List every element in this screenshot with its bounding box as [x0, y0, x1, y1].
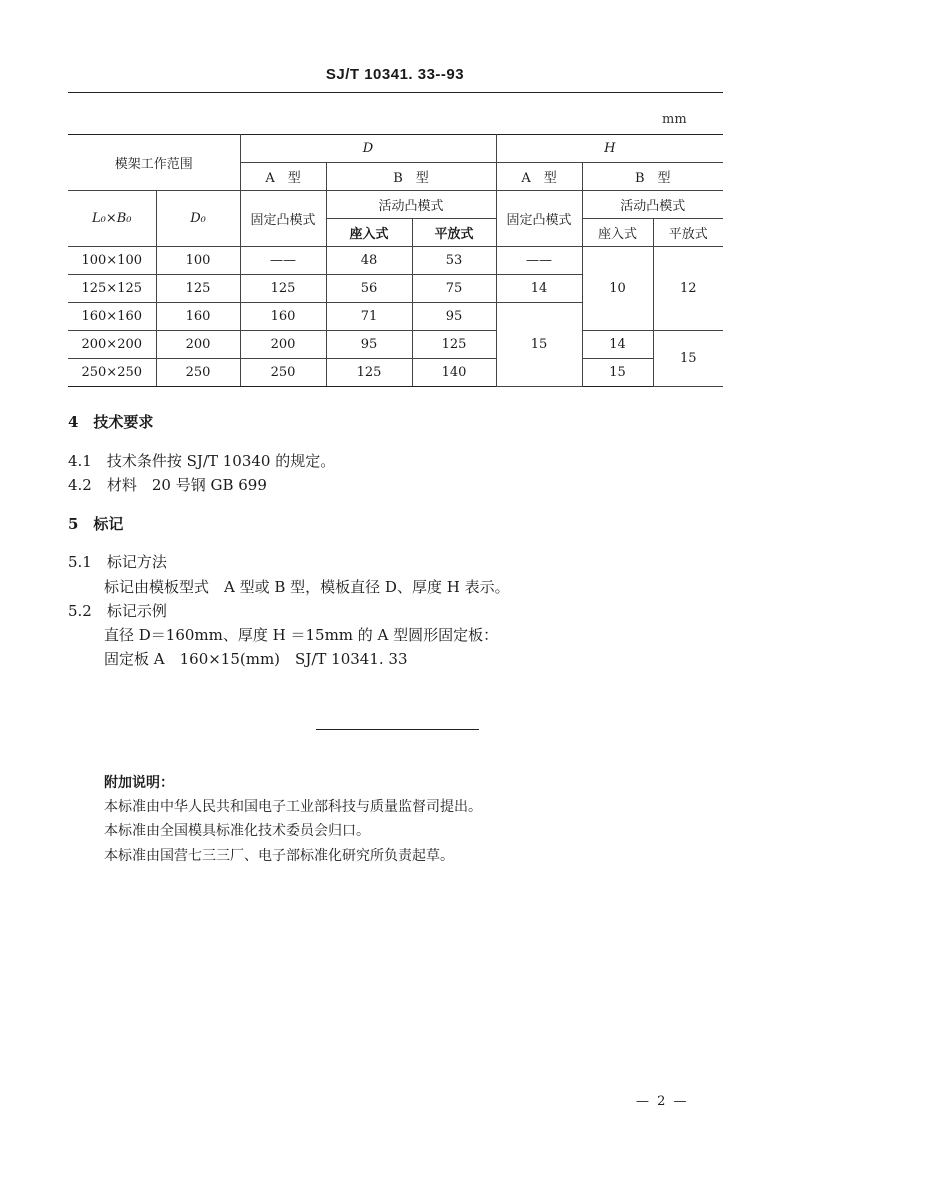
page-number: — 2 —	[636, 1094, 689, 1109]
header-rule	[68, 92, 723, 93]
cell-dBseat: 95	[326, 331, 412, 359]
cell-d0: 160	[156, 303, 240, 331]
cell-dBflat: 53	[412, 247, 496, 275]
cell-dBflat: 75	[412, 275, 496, 303]
section-4-title: 4 技术要求	[68, 413, 154, 431]
section-5-1: 5.1 标记方法	[68, 553, 167, 571]
section-5-2-example: 固定板 A 160×15(mm) SJ/T 10341. 33	[104, 650, 408, 668]
unit-label: mm	[662, 112, 687, 127]
cell-dBseat: 48	[326, 247, 412, 275]
cell-d0: 125	[156, 275, 240, 303]
header-D-active: 活动凸模式	[326, 191, 496, 219]
cell-lb: 200×200	[68, 331, 156, 359]
cell-dBseat: 71	[326, 303, 412, 331]
header-D-seat: 座入式	[326, 219, 412, 247]
cell-lb: 100×100	[68, 247, 156, 275]
header-D-A-type: A 型	[240, 163, 326, 191]
section-divider	[316, 729, 479, 730]
cell-hBseat: 15	[582, 359, 653, 387]
cell-d0: 250	[156, 359, 240, 387]
table-row	[68, 359, 723, 387]
header-range: 模架工作范围	[68, 135, 240, 191]
document-code-header: SJ/T 10341. 33--93	[325, 66, 465, 83]
header-H: H	[496, 135, 723, 163]
notes-title: 附加说明：	[104, 775, 174, 791]
section-4-2: 4.2 材料 20 号钢 GB 699	[68, 476, 267, 494]
header-D: D	[240, 135, 496, 163]
cell-dBflat: 140	[412, 359, 496, 387]
cell-lb: 125×125	[68, 275, 156, 303]
cell-hBseat: 14	[582, 331, 653, 359]
table-row	[68, 331, 723, 359]
cell-lb: 250×250	[68, 359, 156, 387]
cell-d0: 100	[156, 247, 240, 275]
cell-d0: 200	[156, 331, 240, 359]
note-line-3: 本标准由国营七三三厂、电子部标准化研究所负责起草。	[104, 848, 454, 864]
cell-dA: 250	[240, 359, 326, 387]
section-5-2: 5.2 标记示例	[68, 602, 167, 620]
cell-hA: 14	[496, 275, 582, 303]
cell-lb: 160×160	[68, 303, 156, 331]
header-LB: L₀×B₀	[68, 191, 156, 247]
table-row	[68, 247, 723, 275]
section-5-2-text: 直径 D＝160mm、厚度 H ＝15mm 的 A 型圆形固定板：	[104, 626, 499, 644]
cell-dBseat: 125	[326, 359, 412, 387]
cell-dA: 160	[240, 303, 326, 331]
cell-hA: 15	[496, 303, 582, 387]
header-H-seat: 座入式	[582, 219, 653, 247]
dimension-table	[68, 134, 723, 387]
cell-hBflat: 12	[653, 247, 723, 331]
header-D-B-type: B 型	[326, 163, 496, 191]
section-5-title: 5 标记	[68, 515, 124, 533]
cell-dA: 125	[240, 275, 326, 303]
header-H-active: 活动凸模式	[582, 191, 723, 219]
section-5-1-text: 标记由模板型式 A 型或 B 型，模板直径 D、厚度 H 表示。	[104, 578, 510, 596]
cell-dBflat: 95	[412, 303, 496, 331]
header-D-flat: 平放式	[412, 219, 496, 247]
cell-hBseat: 10	[582, 247, 653, 331]
header-H-fixed: 固定凸模式	[496, 191, 582, 247]
cell-dBflat: 125	[412, 331, 496, 359]
note-line-1: 本标准由中华人民共和国电子工业部科技与质量监督司提出。	[104, 799, 482, 815]
note-line-2: 本标准由全国模具标准化技术委员会归口。	[104, 823, 370, 839]
cell-dBseat: 56	[326, 275, 412, 303]
header-H-A-type: A 型	[496, 163, 582, 191]
header-D0: D₀	[156, 191, 240, 247]
section-4-1: 4.1 技术条件按 SJ/T 10340 的规定。	[68, 452, 336, 470]
cell-hA: ——	[496, 247, 582, 275]
cell-dA: 200	[240, 331, 326, 359]
header-D-fixed: 固定凸模式	[240, 191, 326, 247]
cell-dA: ——	[240, 247, 326, 275]
header-H-B-type: B 型	[582, 163, 723, 191]
cell-hBflat: 15	[653, 331, 723, 387]
header-H-flat: 平放式	[653, 219, 723, 247]
